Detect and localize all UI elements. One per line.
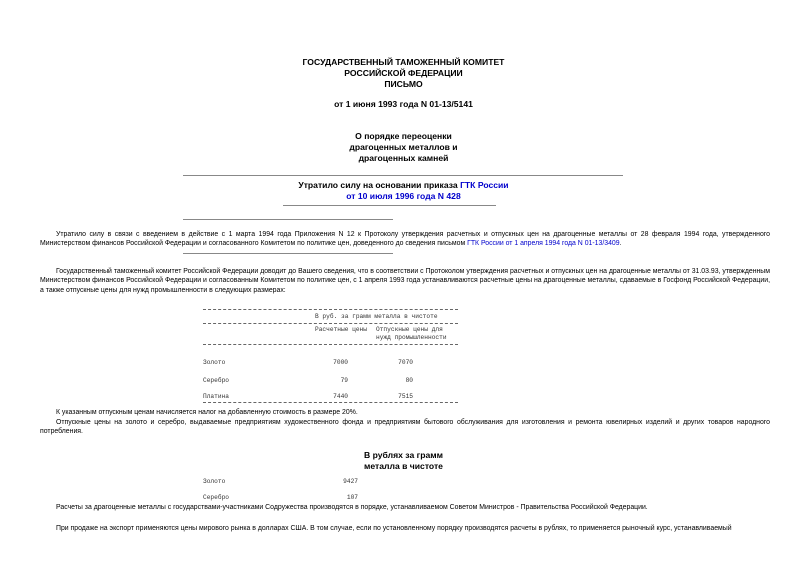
table2-row-value: 107 xyxy=(346,494,358,501)
status-note-link[interactable]: ГТК России xyxy=(460,180,509,190)
subject-line3: драгоценных камней xyxy=(358,153,449,163)
document-type: ПИСЬМО xyxy=(384,79,423,89)
table1-bottom-rule xyxy=(203,344,458,345)
table1-row-sale: 80 xyxy=(405,377,413,384)
table1-end-rule xyxy=(203,402,458,403)
intro-suffix: . xyxy=(619,240,622,248)
table2-title-line2: металла в чистоте xyxy=(364,461,443,471)
paragraph-5: При продаже на экспорт применяются цены мирового рынка в долларах США. В том случае, если по установленному порядку производятся расчеты в рублях, то применяется рыночный курс, устанавливаемый xyxy=(56,525,732,532)
table1-row-calc: 79 xyxy=(340,377,348,384)
table1-row-sale: 7070 xyxy=(398,359,413,366)
intro-text: Утратило силу в связи с введением в действие с 1 марта 1994 года Приложения N 12 к Протоколу утверждения расчетных и отпускных цен на драгоценные металлы от 28 февраля 1994 года, утвержденного Министерством финансов Российской Федерации и согласованного Комитетом по политике цен, доведенного до сведения письмом xyxy=(40,231,770,248)
document-date-number: от 1 июня 1993 года N 01-13/5141 xyxy=(334,99,473,109)
table1-col2-header-line2: нужд промышленности xyxy=(376,334,447,341)
table1-row-calc: 7000 xyxy=(333,359,348,366)
intro-paragraph xyxy=(40,230,770,249)
table1-top-rule xyxy=(203,309,458,310)
table2-row-value: 9427 xyxy=(343,478,358,485)
table1-row-name: Золото xyxy=(203,359,226,366)
table2-row-name: Серебро xyxy=(203,494,229,501)
paragraph-2: К указанным отпускным ценам начисляется налог на добавленную стоимость в размере 20%. xyxy=(56,409,358,416)
table2-title-line1: В рублях за грамм xyxy=(364,450,443,460)
intro-top-rule xyxy=(183,219,393,220)
status-note-top-rule xyxy=(183,175,623,176)
table1-header-rule xyxy=(203,323,458,324)
status-note-line1 xyxy=(0,180,807,191)
table1-row-calc: 7440 xyxy=(333,393,348,400)
status-note-prefix: Утратило силу на основании приказа xyxy=(298,180,461,190)
table1-col1-header: Расчетные цены xyxy=(315,326,367,333)
status-note-link-line2[interactable]: от 10 июля 1996 года N 428 xyxy=(346,191,461,201)
table1-unit-header: В руб. за грамм металла в чистоте xyxy=(315,313,438,320)
paragraph-4: Расчеты за драгоценные металлы с государствами-участниками Содружества производятся в порядке, устанавливаемом Советом Министров - Правительства Российской Федерации. xyxy=(56,504,648,511)
paragraph-1: Государственный таможенный комитет Российской Федерации доводит до Вашего сведения, что в соответствии с Протоколом утверждения расчетных и отпускных цен на драгоценные металлы от 31.03.93, утвержденным Министерством финансов Российской Федерации и согласованным Комитетом по политике цен, с 1 апреля 1993 года устанавливаются расчетные цены на драгоценные металлы, сдаваемые в Госфонд Российской Федерации, а также отпускные цены для нужд промышленности в следующих размерах: xyxy=(40,268,770,294)
status-note-bottom-rule xyxy=(283,205,496,206)
intro-bottom-rule xyxy=(183,253,393,254)
subject-line1: О порядке переоценки xyxy=(355,131,452,141)
table1-row-name: Серебро xyxy=(203,377,229,384)
table2-row-name: Золото xyxy=(203,478,226,485)
paragraph-3: Отпускные цены на золото и серебро, выдаваемые предприятиям художественного фонда и предприятиям бытового обслуживания для изготовления и ремонта ювелирных изделий и других товаров народного потребления. xyxy=(40,419,770,436)
subject-line2: драгоценных металлов и xyxy=(349,142,458,152)
org-name-line2: РОССИЙСКОЙ ФЕДЕРАЦИИ xyxy=(344,68,463,78)
table1-row-sale: 7515 xyxy=(398,393,413,400)
org-name-line1: ГОСУДАРСТВЕННЫЙ ТАМОЖЕННЫЙ КОМИТЕТ xyxy=(302,57,505,67)
intro-link[interactable]: ГТК России от 1 апреля 1994 года N 01-13/3409 xyxy=(467,240,620,248)
table1-row-name: Платина xyxy=(203,393,229,400)
table1-col2-header-line1: Отпускные цены для xyxy=(376,326,443,333)
